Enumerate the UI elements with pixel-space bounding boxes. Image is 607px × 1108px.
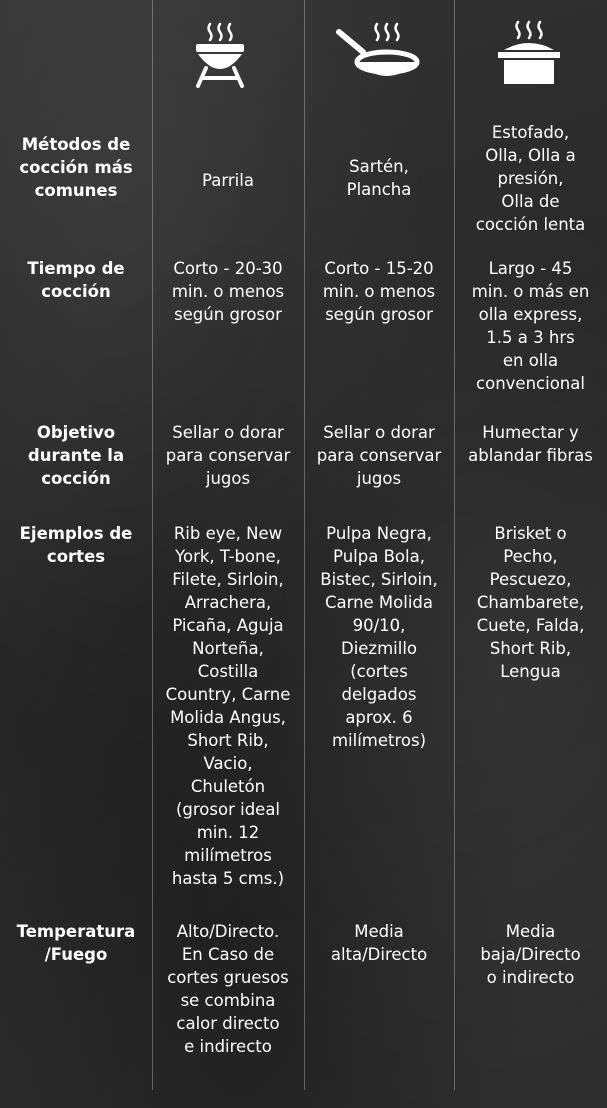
tiempo-estofado: Largo - 45 min. o más en olla express, 1.5 a 3 hrs en olla convencional (471, 259, 590, 393)
ejemplos-sarten: Pulpa Negra, Pulpa Bola, Bistec, Sirloin, Carne Molida 90/10, Diezmillo (cortes delgados aprox. 6 milímetros) (320, 524, 438, 750)
method-parrila: Parrila (202, 171, 254, 190)
row-label-tiempo: Tiempo de cocción (27, 259, 125, 301)
tiempo-sarten: Corto - 15-20 min. o menos según grosor (322, 259, 436, 324)
objetivo-sarten: Sellar o dorar para conservar jugos (316, 423, 442, 488)
temperatura-parrila: Alto/Directo. En Caso de cortes gruesos se combina calor directo e indirecto (167, 922, 289, 1056)
row-label-objetivo: Objetivo durante la cocción (27, 423, 125, 488)
ejemplos-parrila: Rib eye, New York, T-bone, Filete, Sirloin, Arrachera, Picaña, Aguja Norteña, Costilla Country, Carne Molida Angus, Short Rib, Vacio, Chuletón (grosor ideal min. 12 milímetros hasta 5 cms.) (165, 524, 291, 888)
row-label-metodos: Métodos de cocción más comunes (19, 135, 133, 200)
row-label-ejemplos: Ejemplos de cortes (19, 524, 133, 566)
pot-icon (496, 20, 562, 86)
method-estofado: Estofado, Olla, Olla a presión, Olla de cocción lenta (475, 123, 586, 234)
tiempo-parrila: Corto - 20-30 min. o menos según grosor (171, 259, 285, 324)
method-sarten: Sartén, Plancha (346, 157, 412, 199)
objetivo-estofado: Humectar y ablandar fibras (468, 423, 593, 465)
row-label-temperatura: Temperatura /Fuego (16, 922, 136, 964)
ejemplos-estofado: Brisket o Pecho, Pescuezo, Chambarete, Cuete, Falda, Short Rib, Lengua (476, 524, 585, 681)
grill-icon (190, 22, 250, 88)
temperatura-estofado: Media baja/Directo o indirecto (480, 922, 581, 987)
frying-pan-icon (335, 22, 421, 84)
objetivo-parrila: Sellar o dorar para conservar jugos (165, 423, 291, 488)
temperatura-sarten: Media alta/Directo (330, 922, 428, 964)
